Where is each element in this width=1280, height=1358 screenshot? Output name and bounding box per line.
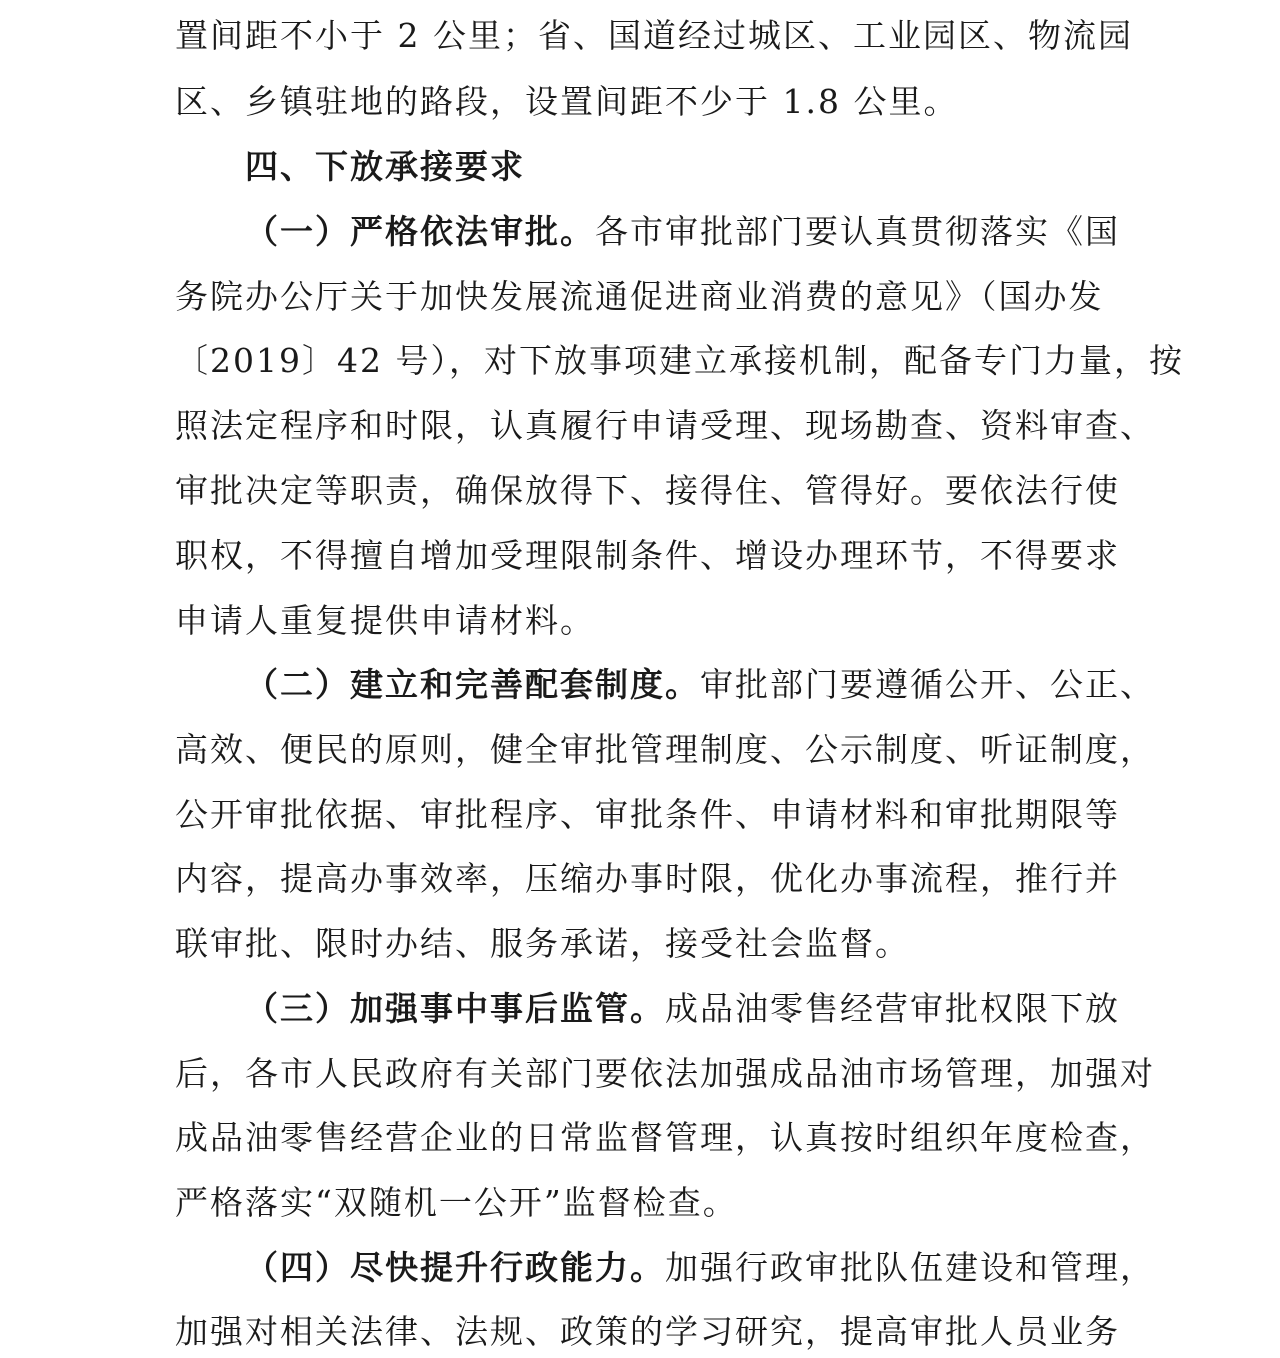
text-line: 严格落实“双随机一公开”监督检查。: [175, 1183, 738, 1222]
item-4-heading: （四）尽快提升行政能力。: [245, 1248, 665, 1287]
item-3-text: 成品油零售经营审批权限下放: [665, 989, 1120, 1028]
text-line: 务院办公厅关于加快发展流通促进商业消费的意见》（国办发: [175, 277, 1104, 316]
text-line: 联审批、限时办结、服务承诺，接受社会监督。: [175, 924, 910, 963]
text-line: 照法定程序和时限，认真履行申请受理、现场勘查、资料审查、: [175, 406, 1155, 445]
text-line: 审批决定等职责，确保放得下、接得住、管得好。要依法行使: [175, 471, 1120, 510]
text-line: 置间距不小于 2 公里；省、国道经过城区、工业园区、物流园: [175, 16, 1133, 55]
section-heading: 四、下放承接要求: [245, 147, 525, 186]
item-2-first-line: [245, 665, 1155, 705]
item-2-text: 审批部门要遵循公开、公正、: [700, 665, 1155, 704]
text-line: 区、乡镇驻地的路段，设置间距不少于 1.8 公里。: [175, 82, 959, 121]
text-line: 成品油零售经营企业的日常监督管理，认真按时组织年度检查，: [175, 1118, 1155, 1157]
item-1-heading: （一）严格依法审批。: [245, 212, 595, 251]
text-line: 内容，提高办事效率，压缩办事时限，优化办事流程，推行并: [175, 859, 1120, 898]
text-line: 后，各市人民政府有关部门要依法加强成品油市场管理，加强对: [175, 1054, 1155, 1093]
text-line: 高效、便民的原则，健全审批管理制度、公示制度、听证制度，: [175, 730, 1155, 769]
item-4-text: 加强行政审批队伍建设和管理，: [665, 1248, 1155, 1287]
text-line: 职权，不得擅自增加受理限制条件、增设办理环节，不得要求: [175, 536, 1120, 575]
text-line: 公开审批依据、审批程序、审批条件、申请材料和审批期限等: [175, 795, 1120, 834]
item-3-first-line: [245, 989, 1120, 1029]
item-3-heading: （三）加强事中事后监管。: [245, 989, 665, 1028]
text-line: 加强对相关法律、法规、政策的学习研究，提高审批人员业务: [175, 1312, 1120, 1351]
item-1-first-line: [245, 212, 1120, 252]
item-4-first-line: [245, 1248, 1155, 1288]
text-line: 〔2019〕42 号），对下放事项建立承接机制，配备专门力量，按: [175, 341, 1184, 380]
item-1-text: 各市审批部门要认真贯彻落实《国: [595, 212, 1120, 251]
item-2-heading: （二）建立和完善配套制度。: [245, 665, 700, 704]
text-line: 申请人重复提供申请材料。: [175, 601, 595, 640]
